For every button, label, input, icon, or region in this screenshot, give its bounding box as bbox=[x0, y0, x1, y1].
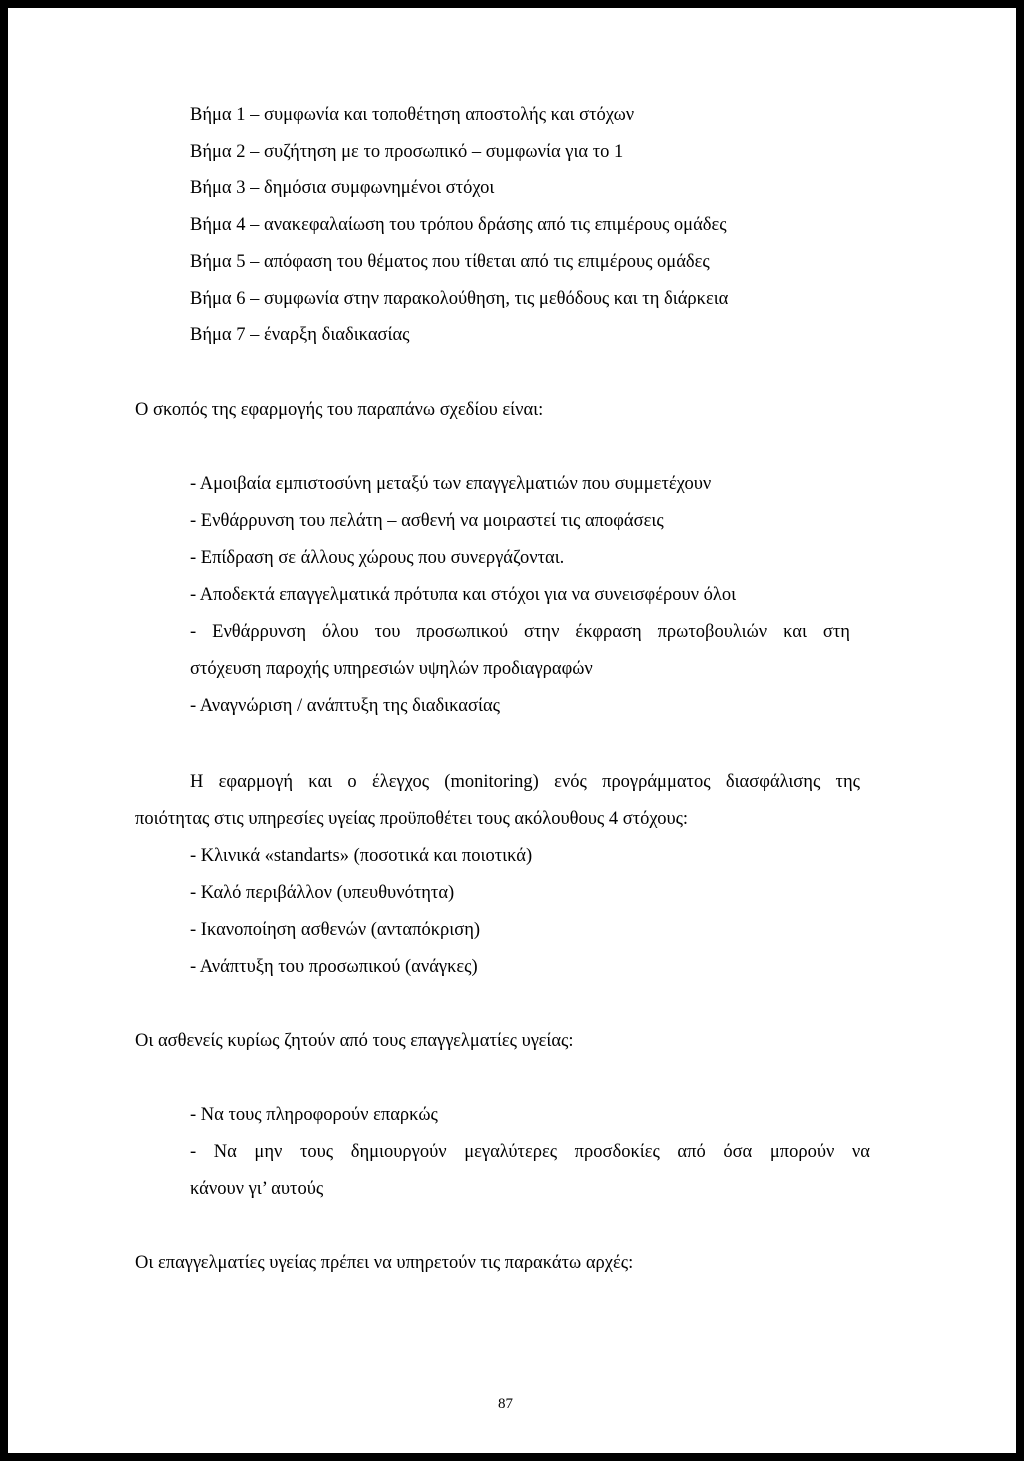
patients-intro: Οι ασθενείς κυρίως ζητούν από τους επαγγελματίες υγείας: bbox=[135, 1031, 574, 1051]
step-7: Βήμα 7 – έναρξη διαδικασίας bbox=[190, 325, 410, 345]
purpose-item: - Αναγνώριση / ανάπτυξη της διαδικασίας bbox=[190, 696, 500, 716]
step-3: Βήμα 3 – δημόσια συμφωνημένοι στόχοι bbox=[190, 178, 495, 198]
page-number: 87 bbox=[498, 1396, 513, 1412]
purpose-item-continuation: στόχευση παροχής υπηρεσιών υψηλών προδιαγραφών bbox=[190, 659, 593, 679]
purpose-item: - Αποδεκτά επαγγελματικά πρότυπα και στόχοι για να συνεισφέρουν όλοι bbox=[190, 585, 737, 605]
step-6: Βήμα 6 – συμφωνία στην παρακολούθηση, τις μεθόδους και τη διάρκεια bbox=[190, 289, 729, 309]
monitoring-intro-line-1: Η εφαρμογή και ο έλεγχος (monitoring) ενός προγράμματος διασφάλισης της bbox=[190, 772, 860, 792]
step-4: Βήμα 4 – ανακεφαλαίωση του τρόπου δράσης από τις επιμέρους ομάδες bbox=[190, 215, 727, 235]
purpose-item: - Αμοιβαία εμπιστοσύνη μεταξύ των επαγγελματιών που συμμετέχουν bbox=[190, 474, 712, 494]
purpose-item: - Ενθάρρυνση του πελάτη – ασθενή να μοιραστεί τις αποφάσεις bbox=[190, 511, 664, 531]
patients-item: - Να τους πληροφορούν επαρκώς bbox=[190, 1105, 438, 1125]
document-page bbox=[8, 8, 1016, 1453]
patients-item: - Να μην τους δημιουργούν μεγαλύτερες προσδοκίες από όσα μπορούν να bbox=[190, 1142, 870, 1162]
step-1: Βήμα 1 – συμφωνία και τοποθέτηση αποστολής και στόχων bbox=[190, 105, 635, 125]
step-2: Βήμα 2 – συζήτηση με το προσωπικό – συμφωνία για το 1 bbox=[190, 142, 624, 162]
purpose-intro: Ο σκοπός της εφαρμογής του παραπάνω σχεδίου είναι: bbox=[135, 400, 544, 420]
purpose-item: - Επίδραση σε άλλους χώρους που συνεργάζονται. bbox=[190, 548, 565, 568]
purpose-item: - Ενθάρρυνση όλου του προσωπικού στην έκφραση πρωτοβουλιών και στη bbox=[190, 622, 850, 642]
patients-item-continuation: κάνουν γι’ αυτούς bbox=[190, 1179, 324, 1199]
professionals-intro: Οι επαγγελματίες υγείας πρέπει να υπηρετούν τις παρακάτω αρχές: bbox=[135, 1253, 634, 1273]
monitoring-item: - Κλινικά «standarts» (ποσοτικά και ποιοτικά) bbox=[190, 846, 533, 866]
monitoring-item: - Καλό περιβάλλον (υπευθυνότητα) bbox=[190, 883, 455, 903]
monitoring-item: - Ικανοποίηση ασθενών (ανταπόκριση) bbox=[190, 920, 481, 940]
step-5: Βήμα 5 – απόφαση του θέματος που τίθεται από τις επιμέρους ομάδες bbox=[190, 252, 710, 272]
monitoring-item: - Ανάπτυξη του προσωπικού (ανάγκες) bbox=[190, 957, 478, 977]
monitoring-intro-line-2: ποιότητας στις υπηρεσίες υγείας προϋποθέτει τους ακόλουθους 4 στόχους: bbox=[135, 809, 689, 829]
